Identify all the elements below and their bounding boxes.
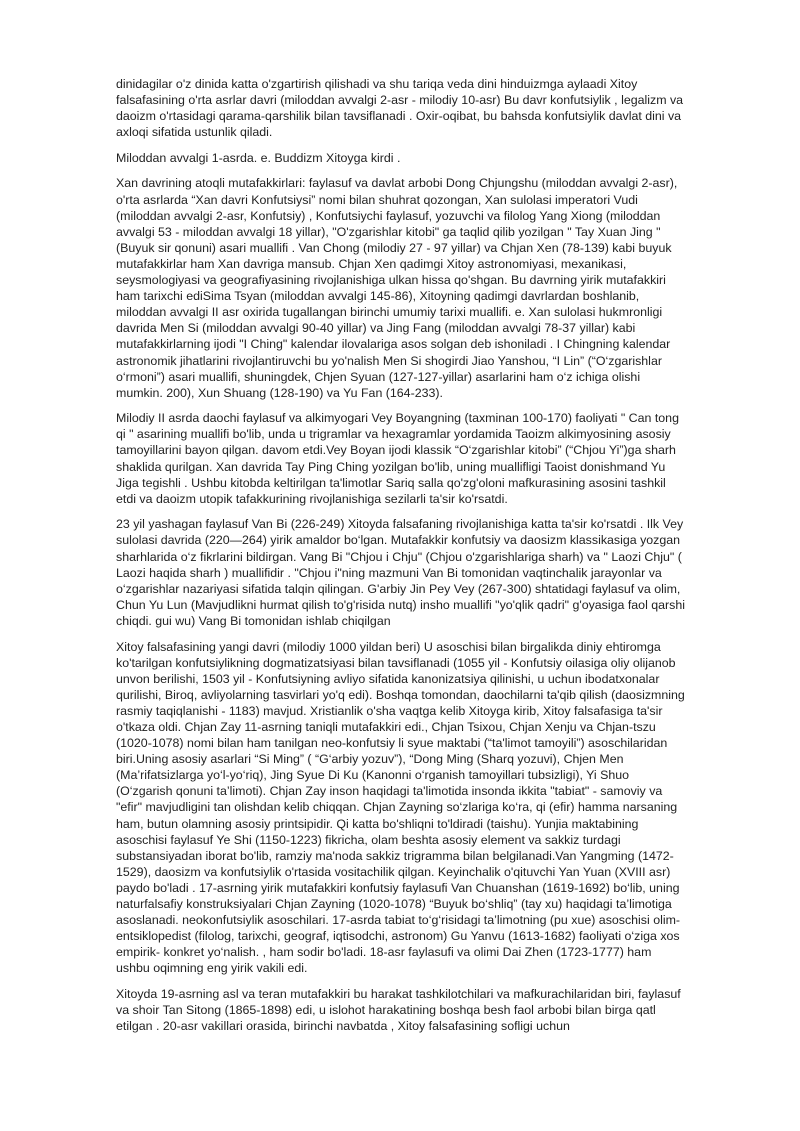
paragraph-5: 23 yil yashagan faylasuf Van Bi (226-249) Xitoyda falsafaning rivojlanishiga katta ta'sir ko'rsatdi . Ilk Vey sulolasi davrida (220—264) yirik amaldor bo‘lgan. Mutafakkir konfutsiy va daosizm klassikasiga yozgan sharhlarida o‘z fikrlarini bildirgan. Vang Bi "Chjou i Chju" (Chjou o'zgarishlariga sharh) va " Laozi Chju" ( Laozi haqida sharh ) muallifidir . "Chjou i"ning mazmuni Van Bi tomonidan vaqtinchalik jarayonlar va o‘zgarishlar nazariyasi sifatida talqin qilingan. G'arbiy Jin Pey Vey (267-300) shtatidagi faylasuf va olim, Chun Yu Lun (Mavjudlikni hurmat qilish to'g'risida nutq) insho muallifi "yo'qlik qadri" g'oyasiga faol qarshi chiqdi. gui wu) Vang Bi tomonidan ishlab chiqilgan [116, 517, 686, 628]
paragraph-2: Miloddan avvalgi 1-asrda. e. Buddizm Xitoyga kirdi . [116, 150, 401, 165]
paragraph-7: Xitoyda 19-asrning asl va teran mutafakkiri bu harakat tashkilotchilari va mafkurachilaridan biri, faylasuf va shoir Tan Sitong (1865-1898) edi, u islohot harakatining boshqa besh faol arbobi bilan birga qatl etilgan . 20-asr vakillari orasida, birinchi navbatda , Xitoy falsafasining sofligi uchun [116, 986, 681, 1034]
paragraph-4: Milodiy II asrda daochi faylasuf va alkimyogari Vey Boyangning (taxminan 100-170) faoliyati " Can tong qi " asarining muallifi bo'lib, unda u trigramlar va hexagramlar yordamida Taoizm alkimyosining asosiy tamoyillarini bayon qilgan. davom etdi.Vey Boyan ijodi klassik “O‘zgarishlar kitobi” (“Chjou Yi”)ga sharh shaklida qurilgan. Xan davrida Tay Ping Ching yozilgan bo'lib, uning muallifligi Taoist donishmand Yu Jiga tegishli . Ushbu kitobda keltirilgan ta'limotlar Sariq salla qo'zg'oloni mafkurasining asosini tashkil etdi va daoizm utopik tafakkurining rivojlanishiga sezilarli ta'sir ko'rsatdi. [116, 411, 679, 506]
paragraph-6: Xitoy falsafasining yangi davri (milodiy 1000 yildan beri) U asoschisi bilan birgalikda diniy ehtiromga ko'tarilgan konfutsiylikning dogmatizatsiyasi bilan tavsiflanadi (1055 yil - Konfutsiy oilasiga oliy olijanob unvon berilishi, 1503 yil - Konfutsiyning avliyo sifatida kanonizatsiya qilinishi, u uchun ibodatxonalar qurilishi, Biroq, avliyolarning tasvirlari yo'q edi). Boshqa tomondan, daochilarni ta'qib qilish (daosizmning rasmiy taqiqlanishi - 1183) mavjud. Xristianlik o'sha vaqtga kelib Xitoyga kirib, Xitoy falsafasiga ta'sir o'tkaza oldi. Chjan Zay 11-asrning taniqli mutafakkiri edi., Chjan Tsixou, Chjan Xenju va Chjan-tszu (1020-1078) nomi bilan ham tanilgan neo-konfutsiy li syue maktabi (“ta'limot tamoyili”) asoschilaridan biri.Uning asosiy asarlari “Si Ming” ( “G‘arbiy yozuv”), “Dong Ming (Sharq yozuvi), Chjen Men (Ma’rifatsizlarga yo‘l-yo‘riq), Jing Syue Di Ku (Kanonni o‘rganish tamoyillari tubsizligi), Yi Shuo (O‘zgarish qonuni ta’limoti). Chjan Zay inson haqidagi ta'limotida insonda ikkita "tabiat" - samoviy va "efir" mavjudligini tan olishdan kelib chiqqan. Chjan Zayning so‘zlariga ko‘ra, qi (efir) hamma narsaning ham, butun olamning asosiy printsipidir. Qi katta bo'shliqni to'ldiradi (taishu). Yunjia maktabining asoschisi faylasuf Ye Shi (1150-1223) fikricha, olam beshta asosiy element va sakkiz turdagi substansiyadan iborat bo'lib, ramziy ma'noda sakkiz trigramma bilan belgilanadi.Van Yangming (1472-1529), daosizm va konfutsiylik o'rtasida vositachilik qilgan. Keyinchalik o'qituvchi Yan Yuan (XVIII asr) paydo bo'ladi . 17-asrning yirik mutafakkiri konfutsiy faylasufi Van Chuanshan (1619-1692) bo‘lib, uning naturfalsafiy konstruksiyalari Chjan Zayning (1020-1078) “Buyuk bo‘shliq” (tay xu) haqidagi ta’limotiga asoslanadi. neokonfutsiylik asoschilari. 17-asrda tabiat to‘g‘risidagi ta’limotning (pu xue) asoschisi olim-entsiklopedist (filolog, tarixchi, geograf, iqtisodchi, astronom) Gu Yanvu (1613-1682) faoliyati o‘ziga xos empirik- konkret yo‘nalish. , ham sodir bo'ladi. 18-asr faylasufi va olimi Dai Zhen (1723-1777) ham ushbu oqimning eng yirik vakili edi. [116, 639, 685, 976]
paragraph-1: dinidagilar o'z dinida katta o'zgartirish qilishadi va shu tariqa veda dini hinduizmga aylaadi Xitoy falsafasining o'rta asrlar davri (miloddan avvalgi 2-asr - milodiy 10-asr) Bu davr konfutsiylik , legalizm va daoizm o'rtasidagi qarama-qarshilik bilan tavsiflanadi . Oxir-oqibat, bu bahsda konfutsiylik davlat dini va axloqi sifatida ustunlik qiladi. [116, 77, 684, 140]
paragraph-3: Xan davrining atoqli mutafakkirlari: faylasuf va davlat arbobi Dong Chjungshu (miloddan avvalgi 2-asr), o'rta asrlarda “Xan davri Konfutsiysi” nomi bilan shuhrat qozongan, Xan sulolasi imperatori Vudi (miloddan avvalgi 2-asr, Konfutsiy) , Konfutsiychi faylasuf, yozuvchi va filolog Yang Xiong (miloddan avvalgi 53 - miloddan avvalgi 18 yillar), "O'zgarishlar kitobi" ga taqlid qilib yozilgan " Tay Xuan Jing " (Buyuk sir qonuni) asari muallifi . Van Chong (milodiy 27 - 97 yillar) va Chjan Xen (78-139) kabi buyuk mutafakkirlar ham Xan davriga mansub. Chjan Xen qadimgi Xitoy astronomiyasi, mexanikasi, seysmologiyasi va geografiyasining rivojlanishiga ulkan hissa qo'shgan. Bu davrning yirik mutafakkiri ham tarixchi ediSima Tsyan (miloddan avvalgi 145-86), Xitoyning qadimgi davrlardan boshlanib, miloddan avvalgi II asr oxirida tugallangan birinchi umumiy tarixi muallifi. e. Xan sulolasi hukmronligi davrida Men Si (miloddan avvalgi 90-40 yillar) va Jing Fang (miloddan avvalgi 78-37 yillar) kabi mutafakkirlarning ijodi "I Ching" kalendar ilovalariga asos solgan deb ishoniladi . I Chingning kalendar astronomik jihatlarini rivojlantiruvchi bu yo'nalish Men Si shogirdi Jiao Yanshou, “I Lin” (“O‘zgarishlar o‘rmoni”) asari muallifi, shuningdek, Chjen Syuan (127-127-yillar) asarlarini ham o‘z ichiga olishi mumkin. 200), Xun Shuang (128-190) va Yu Fan (164-233). [116, 176, 678, 400]
document-page [116, 76, 686, 1044]
